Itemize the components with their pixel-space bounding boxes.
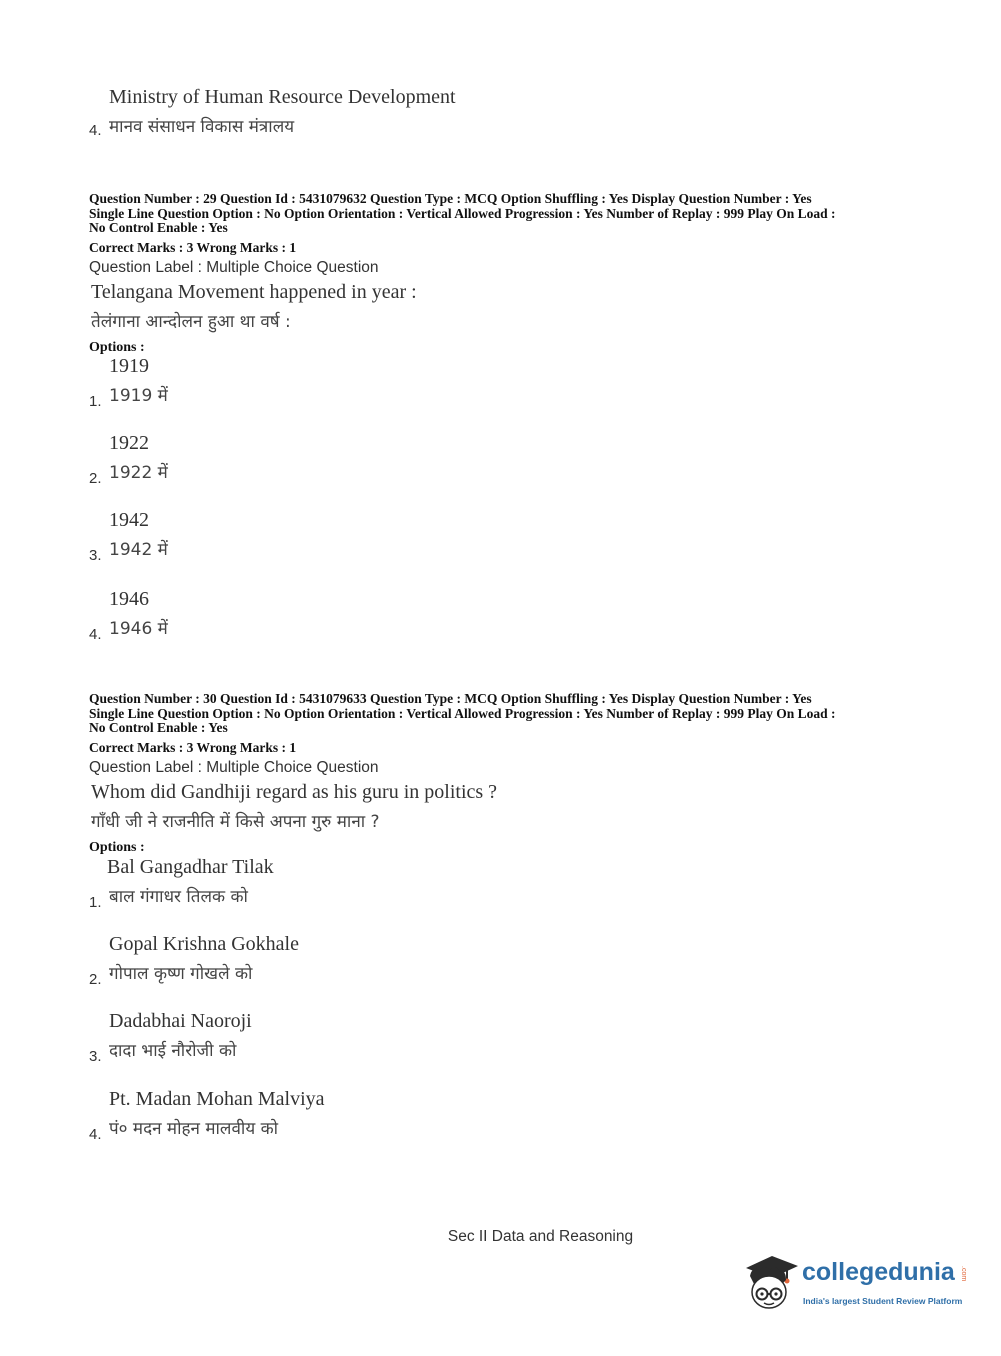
option-text-en: Gopal Krishna Gokhale (109, 933, 299, 955)
option-text-hi: 1922 में (109, 463, 168, 483)
meta-line: No Control Enable : Yes (89, 220, 228, 235)
option-number: 3. (89, 1048, 102, 1065)
question-label: Question Label : Multiple Choice Question (89, 759, 379, 776)
option-text-en: 1946 (109, 588, 149, 610)
option-text-hi: मानव संसाधन विकास मंत्रालय (109, 117, 295, 137)
option-text-en: Bal Gangadhar Tilak (107, 856, 274, 878)
option-number: 4. (89, 122, 102, 139)
option-text-en: Ministry of Human Resource Development (109, 86, 456, 108)
option-number: 4. (89, 626, 102, 643)
option-text-en: 1919 (109, 355, 149, 377)
mascot-icon (742, 1250, 802, 1314)
option-text-en: 1922 (109, 432, 149, 454)
option-text-hi: दादा भाई नौरोजी को (109, 1041, 237, 1061)
logo-suffix: .com (960, 1266, 967, 1282)
option-text-hi: 1919 में (109, 386, 168, 406)
logo-tagline: India's largest Student Review Platform (803, 1296, 963, 1306)
section-footer: Sec II Data and Reasoning (447, 1228, 634, 1245)
option-text-hi: 1942 में (109, 540, 168, 560)
question-meta (89, 192, 919, 236)
option-number: 2. (89, 470, 102, 487)
question-marks: Correct Marks : 3 Wrong Marks : 1 (89, 240, 297, 255)
question-marks: Correct Marks : 3 Wrong Marks : 1 (89, 740, 297, 755)
options-heading: Options : (89, 840, 145, 855)
option-number: 3. (89, 547, 102, 564)
question-text-hi: तेलंगाना आन्दोलन हुआ था वर्ष : (91, 312, 291, 332)
option-number: 1. (89, 894, 102, 911)
option-text-en: Pt. Madan Mohan Malviya (109, 1088, 325, 1110)
option-number: 4. (89, 1126, 102, 1143)
question-text-en: Telangana Movement happened in year : (91, 281, 417, 303)
option-text-en: 1942 (109, 509, 149, 531)
option-text-hi: 1946 में (109, 619, 168, 639)
option-number: 1. (89, 393, 102, 410)
option-number: 2. (89, 971, 102, 988)
question-label: Question Label : Multiple Choice Question (89, 259, 379, 276)
meta-line: Single Line Question Option : No Option Orientation : Vertical Allowed Progression : Yes Number of Replay : 999 Play On Load : (89, 705, 836, 721)
meta-line: Single Line Question Option : No Option Orientation : Vertical Allowed Progression : Yes Number of Replay : 999 Play On Load : (89, 205, 836, 221)
options-heading: Options : (89, 340, 145, 355)
logo-wordmark: collegedunia (802, 1258, 955, 1286)
option-text-hi: बाल गंगाधर तिलक को (109, 887, 248, 907)
option-text-en: Dadabhai Naoroji (109, 1010, 252, 1032)
option-text-hi: पं० मदन मोहन मालवीय को (109, 1119, 279, 1139)
option-text-hi: गोपाल कृष्ण गोखले को (109, 964, 253, 984)
meta-line: Question Number : 29 Question Id : 5431079632 Question Type : MCQ Option Shuffling : Yes Display Question Number : Yes (89, 191, 812, 206)
question-text-hi: गाँधी जी ने राजनीति में किसे अपना गुरु माना ? (91, 812, 380, 832)
meta-line: No Control Enable : Yes (89, 720, 228, 735)
question-text-en: Whom did Gandhiji regard as his guru in politics ? (91, 781, 498, 803)
question-meta (89, 692, 919, 736)
collegedunia-logo (742, 1250, 972, 1320)
meta-line: Question Number : 30 Question Id : 5431079633 Question Type : MCQ Option Shuffling : Yes Display Question Number : Yes (89, 691, 812, 706)
